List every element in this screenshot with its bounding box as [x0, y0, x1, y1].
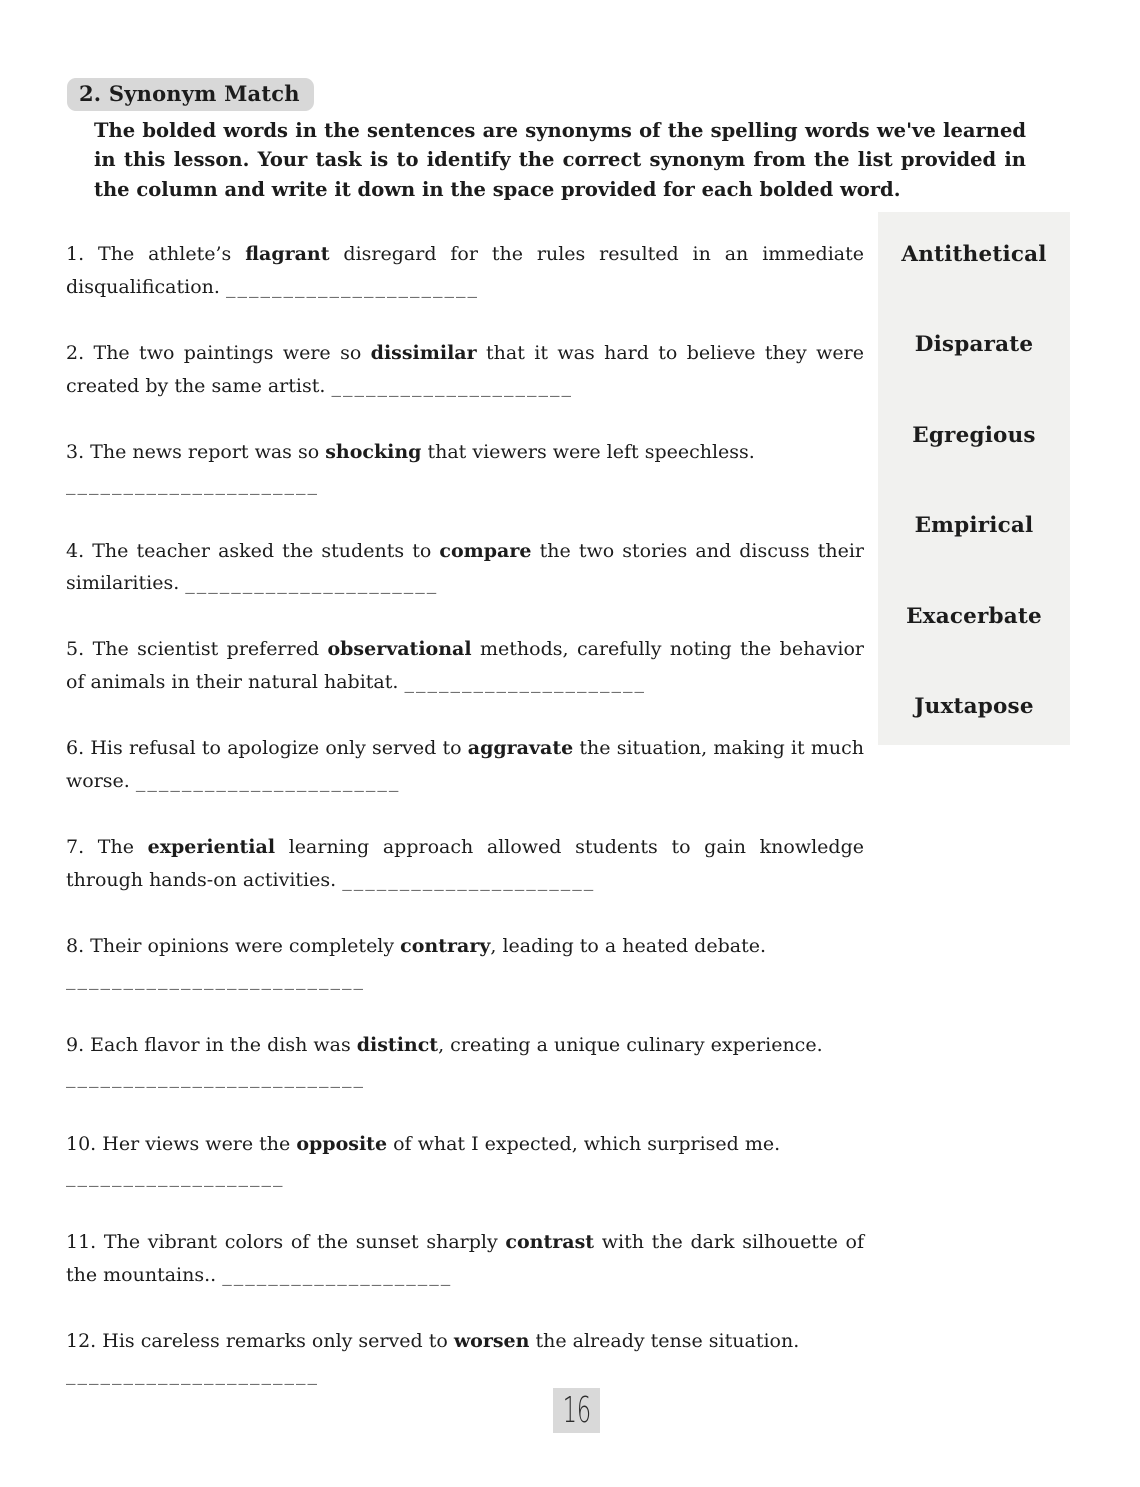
item-bold-word: contrary: [400, 934, 491, 957]
exercise-item-7: [66, 831, 864, 896]
item-text-pre: 7. The: [66, 836, 148, 859]
exercise-item-10: [66, 1128, 864, 1193]
exercise-item-8: [66, 930, 864, 995]
exercise-list: [66, 238, 864, 1424]
item-text-post: methods, carefully noting the behavior of animals in their natural habitat.: [66, 638, 864, 694]
item-bold-word: shocking: [325, 440, 422, 463]
item-bold-word: dissimilar: [370, 341, 477, 364]
word-bank-item: Antithetical: [901, 242, 1047, 267]
answer-blank: _____________________: [331, 374, 573, 397]
word-bank-item: Egregious: [912, 422, 1036, 448]
answer-blank: ______________________: [342, 868, 596, 891]
item-text-post: that viewers were left speechless.: [421, 440, 755, 463]
exercise-item-2: [66, 337, 864, 402]
item-text-pre: 3. The news report was so: [66, 440, 326, 463]
word-bank-item: Juxtapose: [914, 693, 1034, 719]
exercise-item-6: [66, 732, 864, 797]
item-text-pre: 11. The vibrant colors of the sunset sharply: [66, 1231, 506, 1254]
answer-blank: __________________________: [66, 1066, 365, 1089]
exercise-item-11: [66, 1226, 864, 1291]
item-text-post: with the dark silhouette of the mountains..: [66, 1231, 864, 1287]
word-bank-item: Empirical: [914, 513, 1034, 539]
answer-blank: ______________________: [66, 473, 319, 496]
word-bank: [878, 212, 1070, 745]
item-text-post: that it was hard to believe they were created by the same artist.: [66, 341, 864, 397]
answer-blank: ______________________: [66, 1362, 319, 1385]
answer-blank: ____________________: [222, 1264, 453, 1287]
word-bank-item: Exacerbate: [906, 603, 1042, 629]
answer-blank: ______________________: [225, 275, 479, 298]
item-bold-word: flagrant: [245, 243, 330, 265]
item-text-pre: 6. His refusal to apologize only served to: [66, 737, 468, 760]
item-bold-word: opposite: [296, 1132, 388, 1155]
item-text-post: of what I expected, which surprised me.: [387, 1132, 781, 1155]
page-number: [553, 1388, 600, 1433]
item-text-pre: 1. The athlete’s: [66, 243, 246, 265]
word-bank-item: Disparate: [914, 332, 1034, 358]
item-text-pre: 12. His careless remarks only served to: [66, 1330, 454, 1353]
instructions-text: The bolded words in the sentences are synonyms of the spelling words we've learned in this lesson. Your task is to identify the correct synonym from the list provided in the column and write it down in the space provided for each bolded word.: [94, 119, 1026, 201]
item-text-pre: 9. Each flavor in the dish was: [66, 1033, 357, 1056]
item-bold-word: distinct: [356, 1033, 439, 1056]
page-number-value: 16: [562, 1390, 591, 1431]
exercise-item-3: [66, 436, 864, 501]
item-text-pre: 8. Their opinions were completely: [66, 934, 401, 957]
item-text-post: learning approach allowed students to gain knowledge through hands-on activities.: [66, 836, 864, 891]
exercise-item-1: [66, 238, 864, 303]
item-bold-word: contrast: [505, 1231, 595, 1254]
answer-blank: ___________________: [66, 1165, 285, 1188]
item-text-post: , creating a unique culinary experience.: [438, 1033, 823, 1056]
answer-blank: __________________________: [66, 967, 365, 990]
exercise-item-4: [66, 535, 864, 600]
item-bold-word: aggravate: [467, 737, 574, 760]
item-text-pre: 5. The scientist preferred: [66, 638, 328, 661]
item-bold-word: compare: [439, 539, 532, 562]
item-text-pre: 10. Her views were the: [66, 1132, 297, 1155]
item-text-post: disregard for the rules resulted in an immediate disqualification.: [66, 243, 865, 298]
item-text-post: the already tense situation.: [529, 1330, 800, 1353]
item-bold-word: observational: [327, 638, 472, 661]
item-bold-word: worsen: [453, 1330, 530, 1353]
item-text-pre: 4. The teacher asked the students to: [66, 539, 440, 562]
item-text-post: the situation, making it much worse.: [66, 737, 864, 792]
item-text-post: the two stories and discuss their similarities.: [66, 539, 864, 595]
answer-blank: ______________________: [185, 572, 439, 595]
exercise-item-5: [66, 633, 864, 698]
item-text-post: , leading to a heated debate.: [490, 934, 766, 957]
answer-blank: _____________________: [404, 671, 646, 694]
section-badge: 2. Synonym Match: [67, 78, 314, 111]
exercise-item-12: [66, 1325, 864, 1390]
exercise-item-9: [66, 1029, 864, 1094]
item-bold-word: experiential: [147, 836, 276, 859]
item-text-pre: 2. The two paintings were so: [66, 341, 371, 364]
answer-blank: _______________________: [135, 769, 401, 792]
